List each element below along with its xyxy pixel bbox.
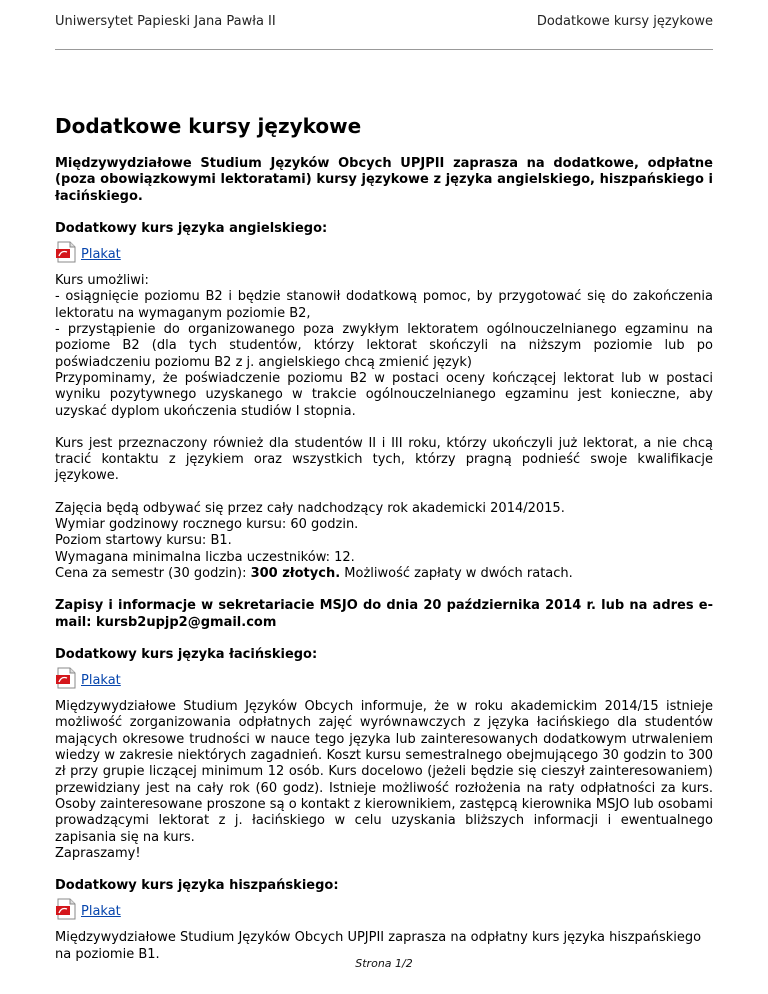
price-note: Możliwość zapłaty w dwóch ratach. bbox=[340, 565, 573, 581]
english-price-line bbox=[55, 566, 713, 582]
english-detail-line: Poziom startowy kursu: B1. bbox=[55, 533, 232, 549]
header-institution: Uniwersytet Papieski Jana Pawła II bbox=[55, 14, 276, 29]
spanish-body: Międzywydziałowe Studium Języków Obcych UPJPII zaprasza na odpłatny kurs języka hiszpańskiego na poziomie B1. bbox=[55, 930, 702, 962]
price-value: 300 złotych. bbox=[250, 565, 341, 581]
spanish-poster-link[interactable]: Plakat bbox=[81, 904, 121, 920]
main-content bbox=[55, 113, 713, 963]
latin-heading: Dodatkowy kurs języka łacińskiego: bbox=[55, 646, 318, 662]
english-detail-line: Wymiar godzinowy rocznego kursu: 60 godzin. bbox=[55, 517, 359, 533]
spanish-heading: Dodatkowy kurs języka hiszpańskiego: bbox=[55, 878, 339, 894]
english-signup: Zapisy i informacje w sekretariacie MSJO do dnia 20 października 2014 r. lub na adres e-mail: kursb2upjp2@gmail.com bbox=[55, 598, 713, 630]
english-benefits-line: Kurs umożliwi: bbox=[55, 273, 149, 289]
header-divider bbox=[55, 49, 713, 50]
english-benefits-line: - przystąpienie do organizowanego poza zwykłym lektoratem ogólnouczelnianego egzaminu na poziome B2 (dla tych studentów, którzy lektorat skończyli na niższym poziomie lub po poświadczeniu poziomu B2 z j. angielskiego chcą zmienić język) bbox=[55, 322, 713, 370]
intro-text: Międzywydziałowe Studium Języków Obcych UPJPII zaprasza na dodatkowe, odpłatne (poza obowiązkowymi lektoratami) kursy językowe z języka angielskiego, hiszpańskiego i łacińskiego. bbox=[55, 156, 713, 204]
pdf-file-icon bbox=[55, 898, 77, 920]
pdf-file-icon bbox=[55, 241, 77, 263]
english-poster-link[interactable]: Plakat bbox=[81, 247, 121, 263]
page-title: Dodatkowe kursy językowe bbox=[55, 114, 362, 138]
page-number: Strona 1/2 bbox=[355, 957, 413, 970]
english-heading: Dodatkowy kurs języka angielskiego: bbox=[55, 220, 328, 236]
english-detail-line: Wymagana minimalna liczba uczestników: 12. bbox=[55, 549, 355, 565]
spanish-attachment bbox=[55, 894, 713, 920]
page-header bbox=[55, 14, 713, 29]
latin-closing: Zapraszamy! bbox=[55, 845, 141, 861]
english-detail-line: Zajęcia będą odbywać się przez cały nadchodzący rok akademicki 2014/2015. bbox=[55, 500, 565, 516]
english-details bbox=[55, 501, 713, 582]
english-benefits-line: Przypominamy, że poświadczenie poziomu B2 w postaci oceny kończącej lektorat lub w postaci wyniku pozytywnego uzyskanego w trakcie ogólnouczelnianego egzaminu jest konieczne, aby uzyskać dyplom ukończenia studiów I stopnia. bbox=[55, 370, 713, 419]
english-benefits-line: - osiągnięcie poziomu B2 i będzie stanowił dodatkową pomoc, by przygotować się do zakończenia lektoratu na wymaganym poziomie B2, bbox=[55, 289, 713, 321]
english-attachment bbox=[55, 237, 713, 263]
header-doc-title: Dodatkowe kursy językowe bbox=[536, 14, 713, 29]
english-audience: Kurs jest przeznaczony również dla studentów II i III roku, którzy ukończyli już lektorat, a nie chcą tracić kontaktu z językiem oraz wszystkich tych, którzy pragną podnieść swoje kwalifikacje językowe. bbox=[55, 435, 713, 484]
latin-poster-link[interactable]: Plakat bbox=[81, 673, 121, 689]
pdf-file-icon bbox=[55, 667, 77, 689]
latin-body: Międzywydziałowe Studium Języków Obcych informuje, że w roku akademickim 2014/15 istnieje możliwość zorganizowania odpłatnych zajęć wyrównawczych z języka łacińskiego dla studentów mających okresowe trudności w nauce tego języka lub zainteresowanych dodatkowym utrwaleniem wiedzy w zakresie niektórych zagadnień. Koszt kursu semestralnego obejmującego 30 godzin to 300 zł przy grupie liczącej minimum 12 osób. Kurs docelowo (jeżeli będzie się cieszył zainteresowaniem) przewidziany jest na cały rok (60 godz). Istnieje możliwość rozłożenia na raty odpłatności za kurs. Osoby zainteresowane proszone są o kontakt z kierownikiem, zastępcą kierownika MSJO lub osobami prowadzącymi lektorat z j. łacińskiego w celu uzyskania bliższych informacji i ewentualnego zapisania się na kurs. bbox=[55, 699, 713, 845]
english-benefits bbox=[55, 273, 713, 420]
price-label: Cena za semestr (30 godzin): bbox=[55, 565, 251, 581]
latin-attachment bbox=[55, 663, 713, 689]
